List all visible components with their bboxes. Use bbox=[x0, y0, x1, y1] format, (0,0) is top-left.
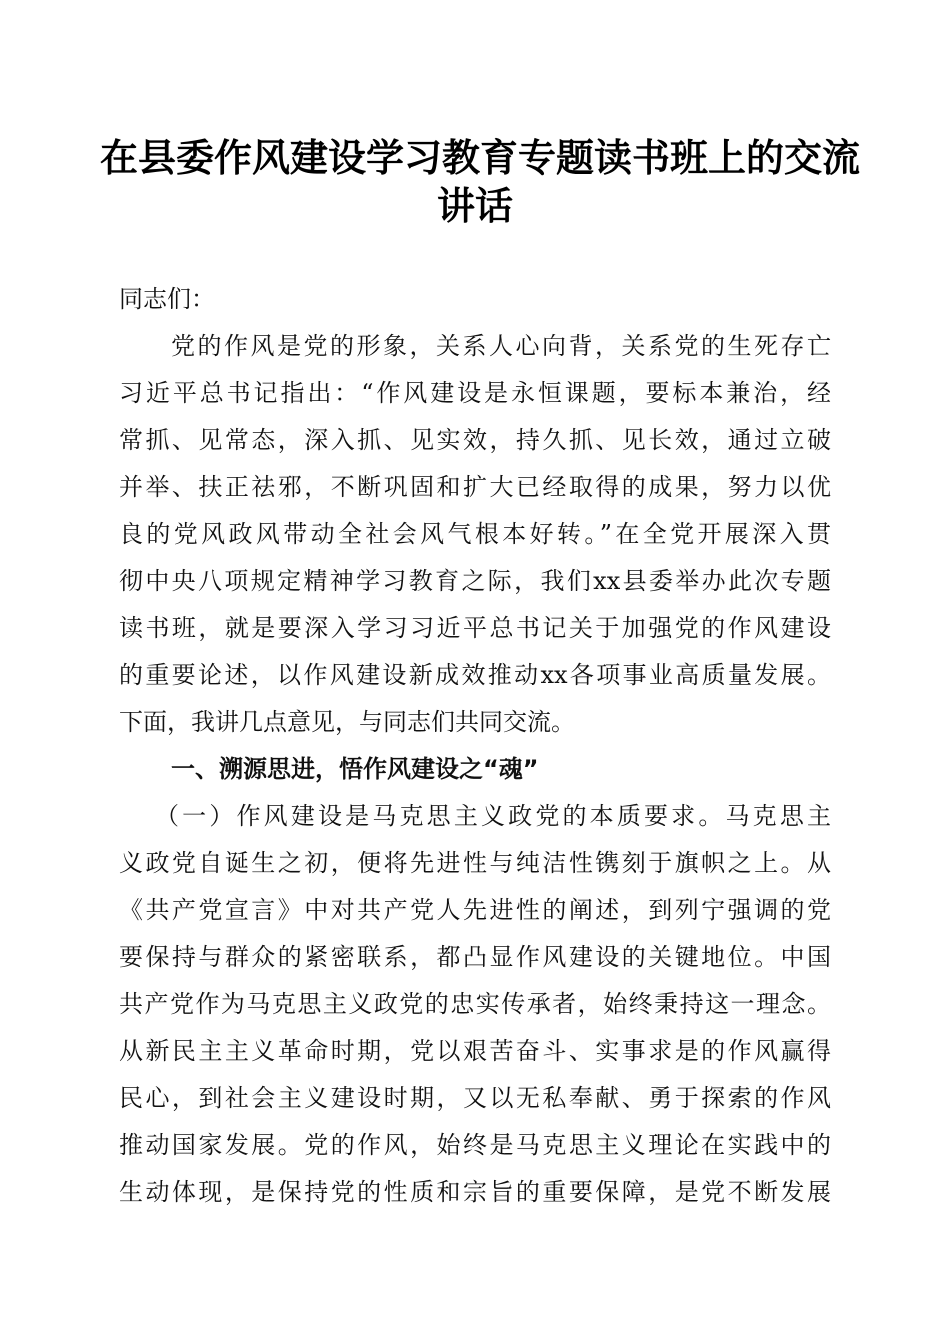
paragraph-intro bbox=[119, 323, 831, 746]
title-line-1: 在县委作风建设学习教育专题读书班上的交流 bbox=[100, 135, 861, 180]
title-line-2: 讲话 bbox=[436, 183, 513, 228]
paragraph-line: 习近平总书记指出：“作风建设是永恒课题，要标本兼治，经 bbox=[119, 379, 831, 407]
paragraph-subsection-1 bbox=[119, 793, 831, 1216]
paragraph-line: 并举、扶正祛邪，不断巩固和扩大已经取得的成果，努力以优 bbox=[119, 473, 831, 501]
paragraph-line: 党的作风是党的形象，关系人心向背，关系党的生死存亡 bbox=[171, 332, 831, 360]
paragraph-line: 义政党自诞生之初，便将先进性与纯洁性镌刻于旗帜之上。从 bbox=[119, 849, 831, 877]
section-heading: 一、溯源思进，悟作风建设之“魂” bbox=[171, 755, 539, 783]
paragraph-line: 共产党作为马克思主义政党的忠实传承者，始终秉持这一理念。 bbox=[119, 990, 831, 1018]
paragraph-line: 要保持与群众的紧密联系，都凸显作风建设的关键地位。中国 bbox=[119, 943, 831, 971]
document-title bbox=[100, 134, 861, 230]
paragraph-line: 的重要论述，以作风建设新成效推动xx各项事业高质量发展。 bbox=[119, 661, 831, 689]
paragraph-line: 下面，我讲几点意见，与同志们共同交流。 bbox=[119, 708, 575, 736]
paragraph-line: 良的党风政风带动全社会风气根本好转。”在全党开展深入贯 bbox=[119, 520, 831, 548]
document-body bbox=[119, 276, 831, 1216]
paragraph-line: 《共产党宣言》中对共产党人先进性的阐述，到列宁强调的党 bbox=[119, 896, 831, 924]
paragraph-line: 彻中央八项规定精神学习教育之际，我们xx县委举办此次专题 bbox=[119, 567, 831, 595]
paragraph-line: 读书班，就是要深入学习习近平总书记关于加强党的作风建设 bbox=[119, 614, 831, 642]
paragraph-line: 生动体现，是保持党的性质和宗旨的重要保障，是党不断发展 bbox=[119, 1178, 831, 1206]
salutation: 同志们： bbox=[119, 285, 215, 313]
paragraph-line: 民心，到社会主义建设时期，又以无私奉献、勇于探索的作风 bbox=[119, 1084, 831, 1112]
paragraph-line: 推动国家发展。党的作风，始终是马克思主义理论在实践中的 bbox=[119, 1131, 831, 1159]
paragraph-line: 常抓、见常态，深入抓、见实效，持久抓、见长效，通过立破 bbox=[119, 426, 831, 454]
paragraph-line: 从新民主主义革命时期，党以艰苦奋斗、实事求是的作风赢得 bbox=[119, 1037, 831, 1065]
paragraph-line: （一）作风建设是马克思主义政党的本质要求。马克思主 bbox=[155, 802, 831, 830]
